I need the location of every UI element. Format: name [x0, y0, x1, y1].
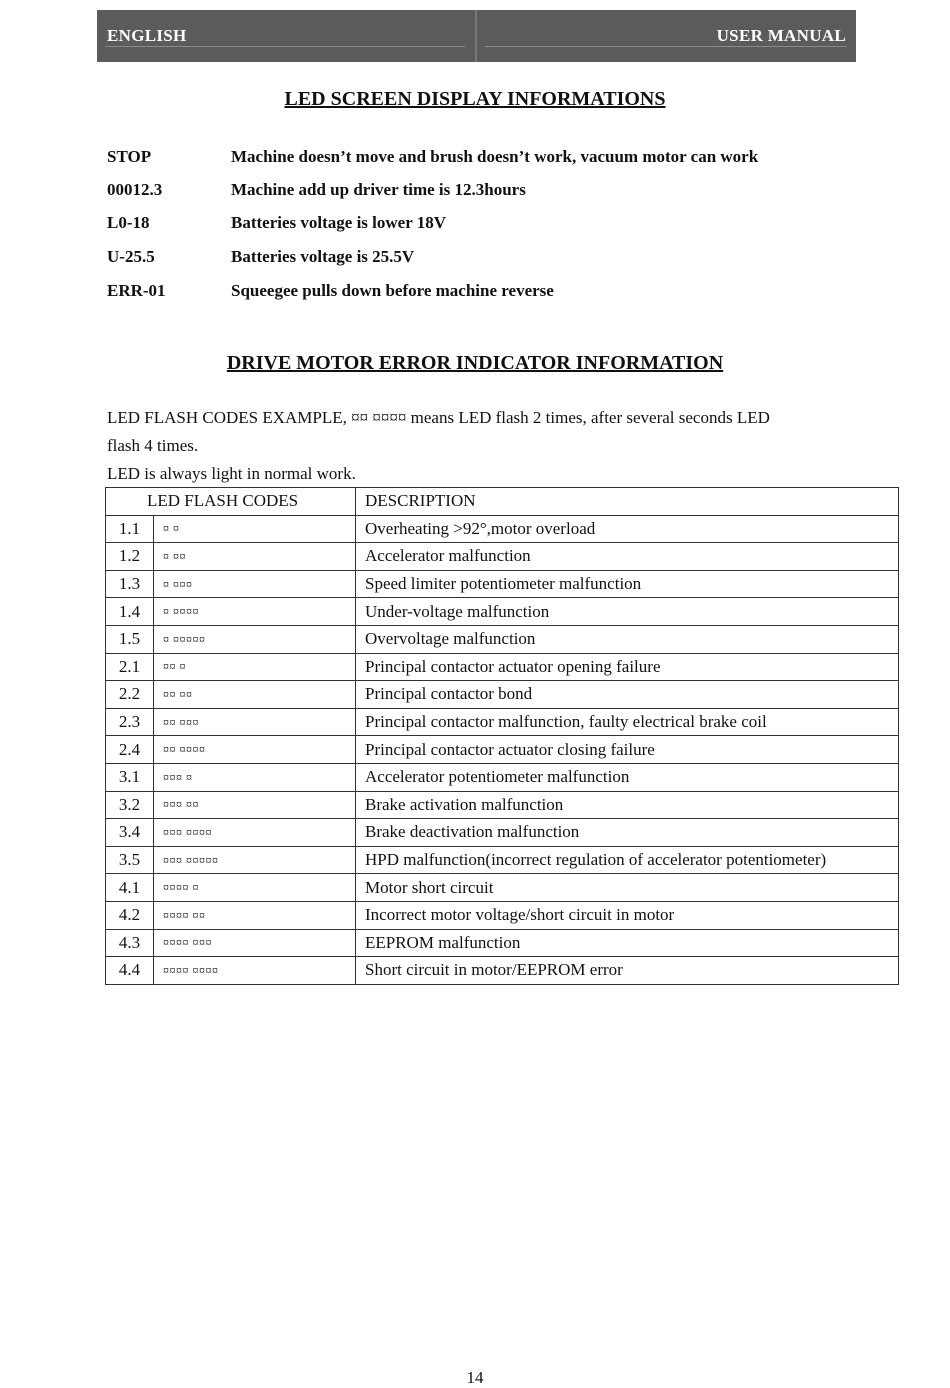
page-number: 14: [466, 1368, 484, 1387]
table-row: [106, 570, 899, 598]
drive-motor-title: DRIVE MOTOR ERROR INDICATOR INFORMATION: [226, 352, 724, 374]
flash-pattern: ¤ ¤¤¤¤¤: [154, 625, 356, 653]
flash-pattern: ¤ ¤¤¤: [154, 570, 356, 598]
code-description: Brake deactivation malfunction: [356, 819, 899, 847]
table-row: [106, 901, 899, 929]
code-description: Short circuit in motor/EEPROM error: [356, 957, 899, 985]
led-screen-code: STOP: [107, 147, 152, 166]
code-description: Brake activation malfunction: [356, 791, 899, 819]
flash-pattern: ¤¤¤ ¤: [154, 763, 356, 791]
flash-codes-table: [105, 487, 899, 985]
flash-pattern: ¤ ¤¤: [154, 543, 356, 571]
code-description: Principal contactor malfunction, faulty electrical brake coil: [356, 708, 899, 736]
led-screen-code: U-25.5: [107, 247, 155, 266]
header-rule-right: [485, 46, 847, 47]
code-description: Overheating >92°,motor overload: [356, 515, 899, 543]
header-description: DESCRIPTION: [356, 488, 899, 516]
code-description: Principal contactor actuator opening failure: [356, 653, 899, 681]
header-document-type: USER MANUAL: [716, 26, 846, 45]
code-description: HPD malfunction(incorrect regulation of accelerator potentiometer): [356, 846, 899, 874]
flash-pattern: ¤¤ ¤¤: [154, 681, 356, 709]
code-number: 3.2: [106, 791, 154, 819]
code-number: 1.5: [106, 625, 154, 653]
code-description: EEPROM malfunction: [356, 929, 899, 957]
table-row: [106, 929, 899, 957]
led-screen-description: Machine add up driver time is 12.3hours: [231, 180, 526, 199]
code-number: 1.3: [106, 570, 154, 598]
code-number: 2.4: [106, 736, 154, 764]
led-screen-code: L0-18: [107, 213, 150, 232]
table-row: [106, 763, 899, 791]
table-row: [106, 625, 899, 653]
code-number: 2.2: [106, 681, 154, 709]
flash-pattern: ¤¤¤ ¤¤¤¤¤: [154, 846, 356, 874]
code-description: Motor short circuit: [356, 874, 899, 902]
table-header-row: [106, 488, 899, 516]
flash-code-example-line1: LED FLASH CODES EXAMPLE, ¤¤ ¤¤¤¤ means LED flash 2 times, after several seconds LED: [107, 408, 770, 427]
code-number: 3.5: [106, 846, 154, 874]
code-number: 3.4: [106, 819, 154, 847]
table-row: [106, 846, 899, 874]
code-number: 1.1: [106, 515, 154, 543]
flash-pattern: ¤ ¤: [154, 515, 356, 543]
led-screen-code: ERR-01: [107, 281, 166, 300]
table-row: [106, 957, 899, 985]
code-number: 1.2: [106, 543, 154, 571]
normal-work-note: LED is always light in normal work.: [107, 464, 356, 483]
table-row: [106, 543, 899, 571]
code-number: 4.4: [106, 957, 154, 985]
led-screen-description: Batteries voltage is 25.5V: [231, 247, 415, 266]
header-language: ENGLISH: [107, 26, 187, 45]
led-screen-description: Batteries voltage is lower 18V: [231, 213, 446, 232]
code-description: Overvoltage malfunction: [356, 625, 899, 653]
code-number: 2.1: [106, 653, 154, 681]
code-description: Speed limiter potentiometer malfunction: [356, 570, 899, 598]
table-row: [106, 708, 899, 736]
code-number: 1.4: [106, 598, 154, 626]
flash-pattern: ¤¤¤¤ ¤¤: [154, 901, 356, 929]
flash-pattern: ¤ ¤¤¤¤: [154, 598, 356, 626]
table-row: [106, 515, 899, 543]
code-description: Accelerator malfunction: [356, 543, 899, 571]
table-row: [106, 653, 899, 681]
code-number: 3.1: [106, 763, 154, 791]
header-led-flash-codes: LED FLASH CODES: [106, 488, 356, 516]
code-description: Accelerator potentiometer malfunction: [356, 763, 899, 791]
led-screen-description: Machine doesn’t move and brush doesn’t work, vacuum motor can work: [231, 147, 759, 166]
flash-code-example: [107, 404, 867, 488]
flash-pattern: ¤¤¤¤ ¤¤¤: [154, 929, 356, 957]
flash-pattern: ¤¤¤¤ ¤: [154, 874, 356, 902]
flash-pattern: ¤¤¤ ¤¤: [154, 791, 356, 819]
code-description: Under-voltage malfunction: [356, 598, 899, 626]
led-screen-description: Squeegee pulls down before machine reverse: [231, 281, 554, 300]
flash-pattern: ¤¤¤¤ ¤¤¤¤: [154, 957, 356, 985]
flash-pattern: ¤¤ ¤¤¤: [154, 708, 356, 736]
code-number: 4.1: [106, 874, 154, 902]
table-row: [106, 598, 899, 626]
led-screen-title: LED SCREEN DISPLAY INFORMATIONS: [284, 88, 666, 110]
header-divider: [475, 10, 477, 62]
code-number: 2.3: [106, 708, 154, 736]
table-row: [106, 791, 899, 819]
flash-pattern: ¤¤¤ ¤¤¤¤: [154, 819, 356, 847]
table-row: [106, 819, 899, 847]
flash-pattern: ¤¤ ¤: [154, 653, 356, 681]
code-description: Incorrect motor voltage/short circuit in motor: [356, 901, 899, 929]
table-row: [106, 681, 899, 709]
code-description: Principal contactor actuator closing failure: [356, 736, 899, 764]
flash-pattern: ¤¤ ¤¤¤¤: [154, 736, 356, 764]
table-row: [106, 736, 899, 764]
led-screen-code: 00012.3: [107, 180, 163, 199]
code-number: 4.3: [106, 929, 154, 957]
table-row: [106, 874, 899, 902]
header-rule-left: [105, 46, 465, 47]
flash-code-example-line2: flash 4 times.: [107, 436, 199, 455]
code-number: 4.2: [106, 901, 154, 929]
code-description: Principal contactor bond: [356, 681, 899, 709]
page-header: [97, 10, 856, 62]
